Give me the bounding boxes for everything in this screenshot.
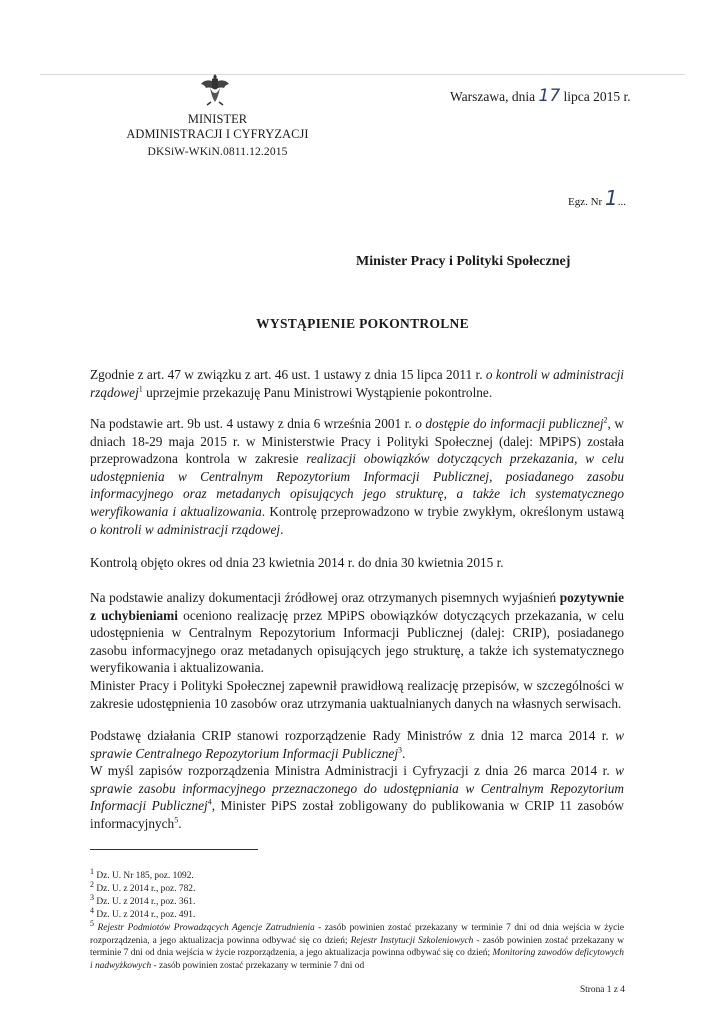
reference-number: DKSiW-WKiN.0811.12.2015	[147, 145, 288, 158]
page-number: Strona 1 z 4	[579, 985, 625, 995]
polish-eagle-emblem-icon	[200, 72, 230, 106]
footnote-2: $^2$ Dz. U. z 2014 r., poz. 782.	[90, 879, 196, 894]
handwritten-copy-number: 1	[604, 186, 618, 210]
paragraph-assessment: Na podstawie analizy dokumentacji źródłowej oraz otrzymanych pisemnych wyjaśnień pozytywnie z uchybieniami oceniono realizację przez MPiPS obowiązków dotyczących przekazania, w celu udostępnienia w Centralnym Repozytorium Informacji Publicznej (dalej: CRIP), posiadanego zasobu informacyjnego oraz metadanych opisujących jego strukturę, a także ich systematycznego weryfikowania i aktualizowania. Minister Pracy i Polityki Społecznej zapewnił prawidłową realizację przepisów, w szczególności w zakresie udostępnienia 10 zasobów oraz utrzymania uaktualnianych danych na własnych serwisach.	[90, 590, 624, 711]
paragraph-period: Kontrolą objęto okres od dnia 23 kwietnia 2014 r. do dnia 30 kwietnia 2015 r.	[90, 555, 504, 570]
paragraph-scope: Na podstawie art. 9b ust. 4 ustawy z dnia 6 września 2001 r. o dostępie do informacji publicznej$^2$, w dniach 18-29 maja 2015 r. w Ministerstwie Pracy i Polityki Społecznej (dalej: MPiPS) została przeprowadzona kontrola w zakresie realizacji obowiązków dotyczących przekazania, w celu udostępnienia w Centralnym Repozytorium Informacji Publicznej, posiadanego zasobu informacyjnego oraz metadanych opisujących jego strukturę, a także ich systematycznego weryfikowania i aktualizowania. Kontrolę przeprowadzono w trybie zwykłym, określonym ustawą o kontroli w administracji rządowej.	[90, 415, 624, 537]
footnote-3: $^3$ Dz. U. z 2014 r., poz. 361.	[90, 892, 196, 907]
ministry-name: ADMINISTRACJI I CYFRYZACJI	[126, 127, 309, 141]
footnote-4: $^4$ Dz. U. z 2014 r., poz. 491.	[90, 905, 196, 920]
footnote-1: $^1$ Dz. U. Nr 185, poz. 1092.	[90, 866, 194, 881]
handwritten-day: 17	[538, 86, 561, 106]
footnote-5: $^5$ Rejestr Podmiotów Prowadzących Agencje Zatrudnienia - zasób powinien zostać przekazany w terminie 7 dni od dnia wejścia w życie rozporządzenia, a jego aktualizacja powinna odbywać się co dzień; Rejestr Instytucji Szkoleniowych - zasób powinien zostać przekazany w terminie 7 dni od dnia wejścia w życie rozporządzenia, a jego aktualizacja powinna odbywać się co dzień; Monitoring zawodów deficytowych i nadwyżkowych - zasób powinien zostać przekazany w terminie 7 dni od	[90, 918, 625, 971]
footnote-separator	[90, 849, 258, 850]
paragraph-intro: Zgodnie z art. 47 w związku z art. 46 ust. 1 ustawy z dnia 15 lipca 2011 r. o kontroli w administracji rządowej$^1$ uprzejmie przekazuję Panu Ministrowi Wystąpienie pokontrolne.	[90, 367, 624, 400]
ministry-title: MINISTER	[187, 112, 248, 126]
document-title: WYSTĄPIENIE POKONTROLNE	[256, 316, 469, 331]
addressee: Minister Pracy i Polityki Społecznej	[356, 254, 571, 269]
header-divider	[40, 74, 685, 75]
paragraph-legal-basis: Podstawę działania CRIP stanowi rozporządzenie Rady Ministrów z dnia 12 marca 2014 r. w sprawie Centralnego Repozytorium Informacji Publicznej$^3$. W myśl zapisów rozporządzenia Ministra Administracji i Cyfryzacji z dnia 26 marca 2014 r. w sprawie zasobu informacyjnego przeznaczonego do udostępniania w Centralnym Repozytorium Informacji Publicznej$^4$, Minister PiPS został zobligowany do publikowania w CRIP 11 zasobów informacyjnych$^5$.	[90, 728, 624, 831]
copy-number: Egz. Nr 1...	[568, 186, 626, 210]
place-date: Warszawa, dnia 17 lipca 2015 r.	[450, 86, 631, 106]
